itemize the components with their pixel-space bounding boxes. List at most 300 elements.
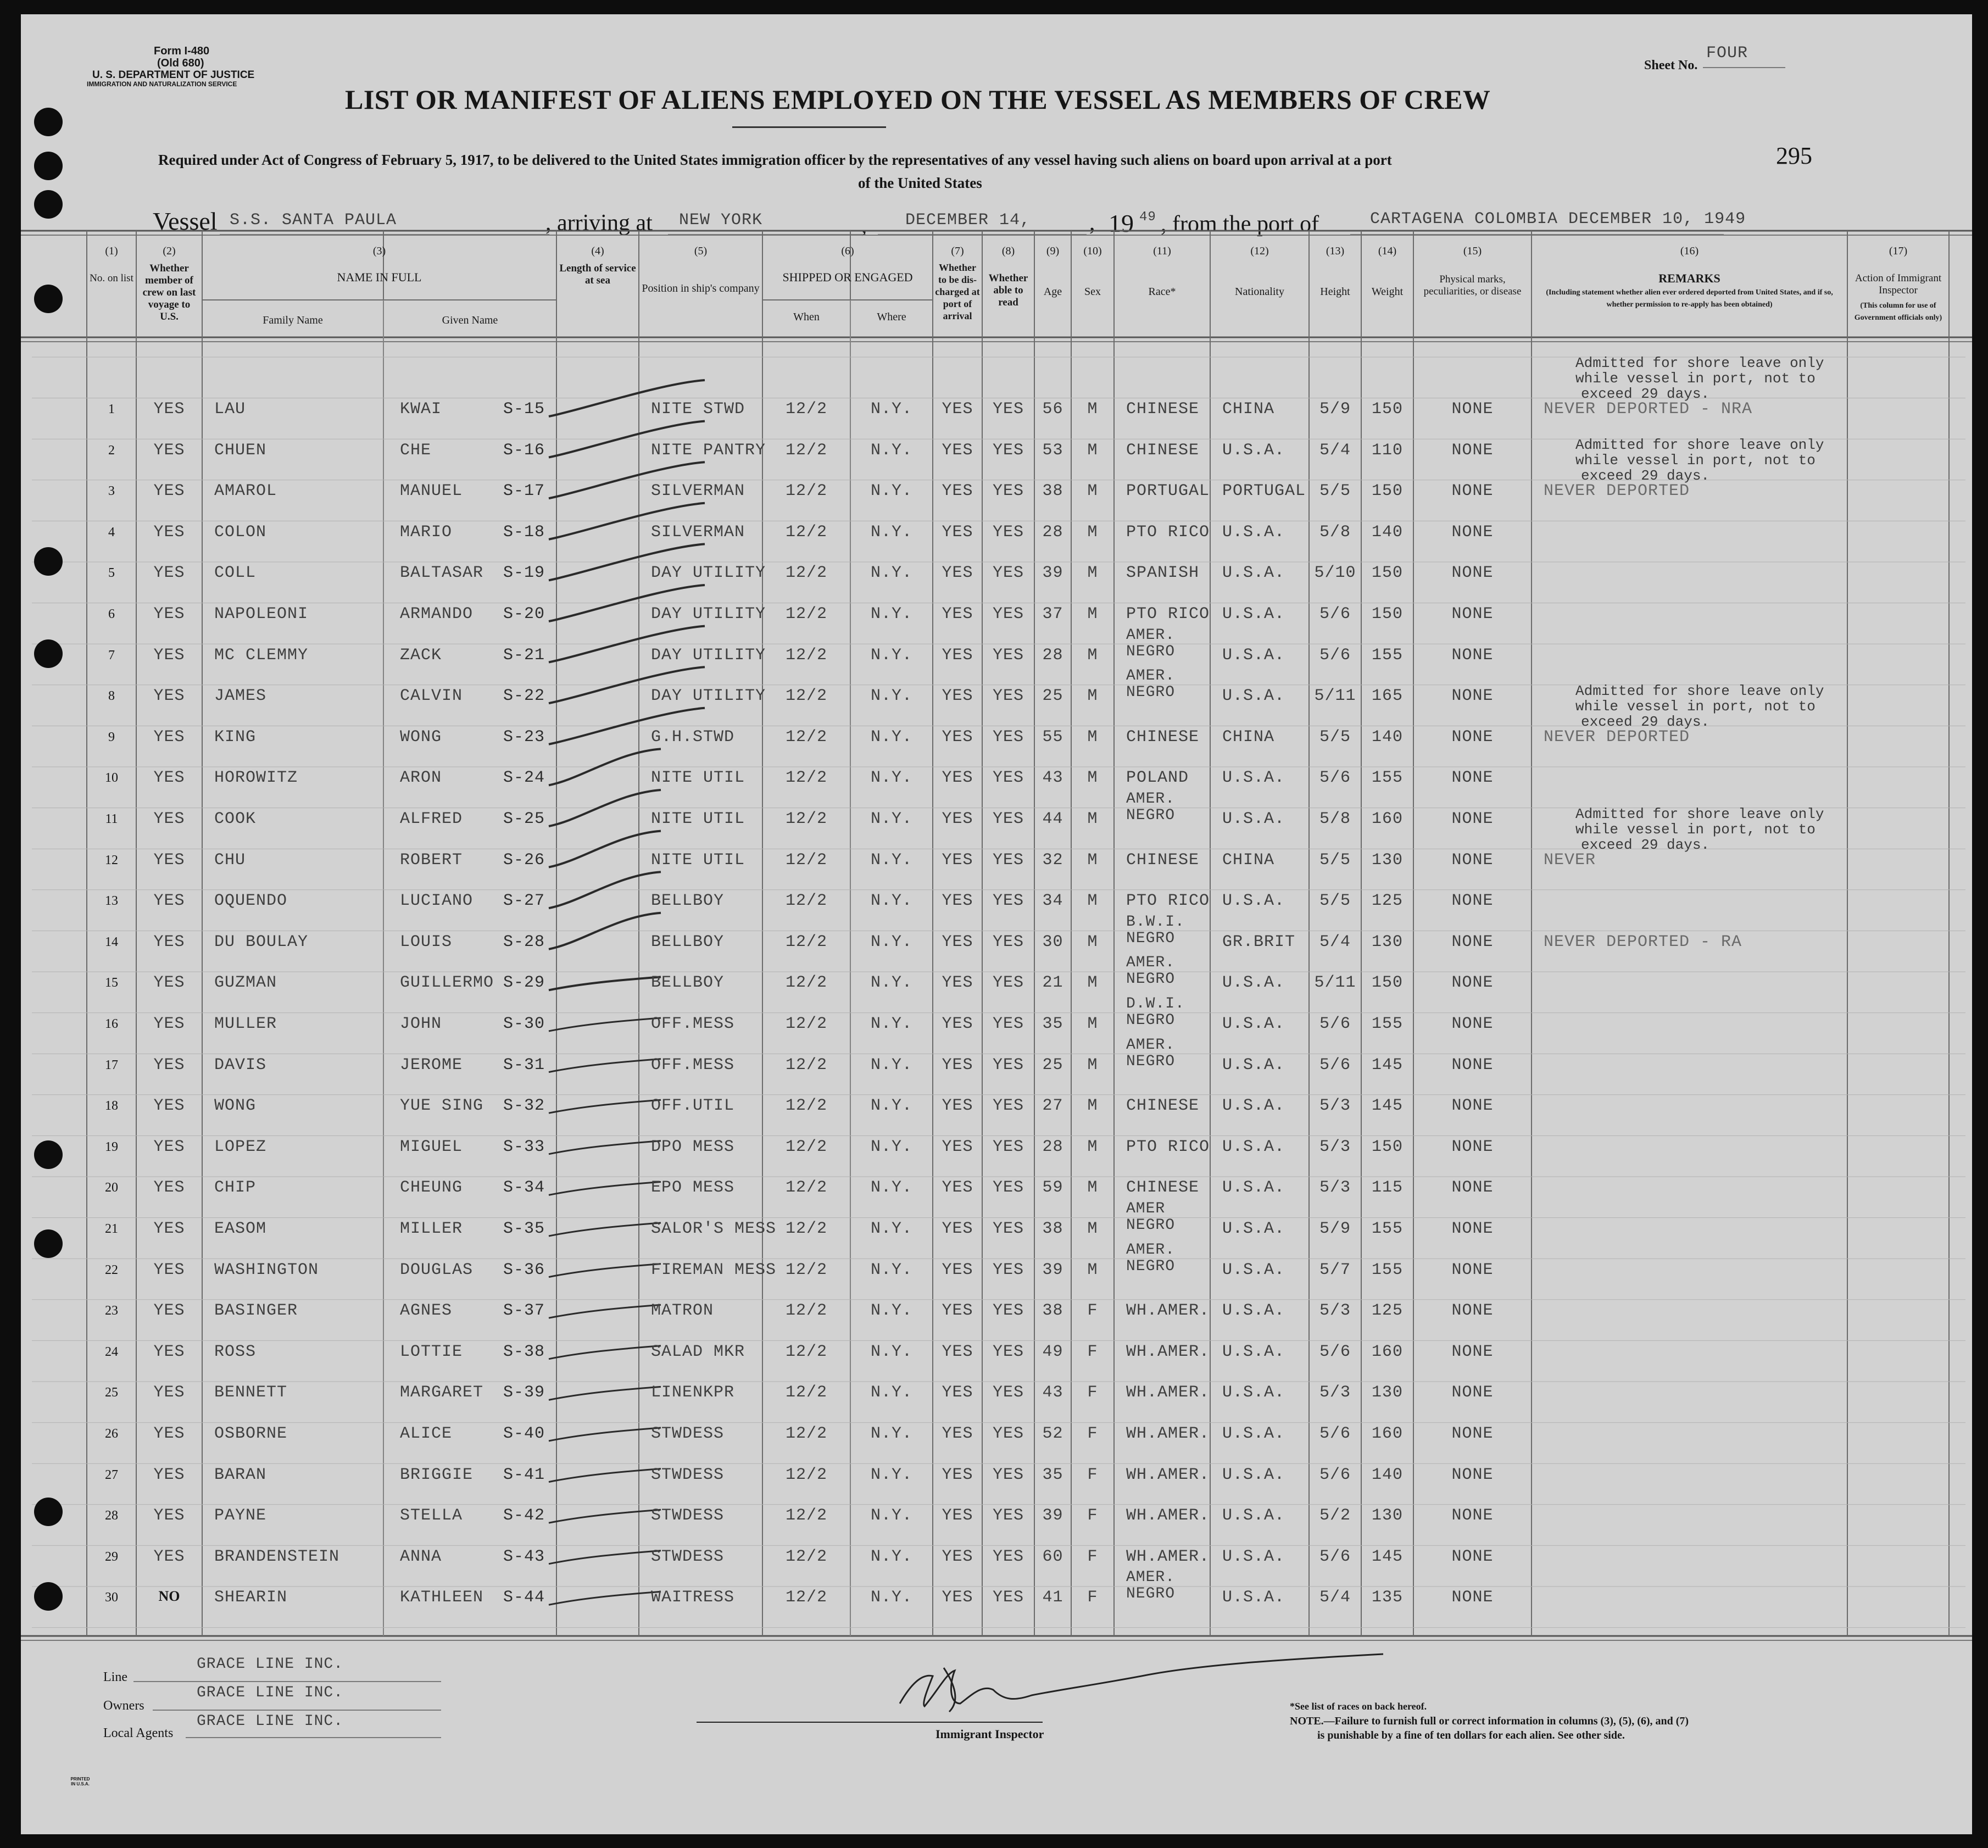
- cell-family: BASINGER: [214, 1301, 298, 1321]
- cell-nationality: U.S.A.: [1222, 1506, 1285, 1526]
- owners-label: Owners: [103, 1699, 144, 1713]
- cell-family: KING: [214, 727, 257, 747]
- cell-no: 20: [105, 1181, 118, 1195]
- cell-code: S-36: [503, 1260, 545, 1279]
- binder-hole: [34, 639, 63, 668]
- cell-disch: YES: [942, 1506, 973, 1526]
- cell-prev: YES: [153, 1424, 185, 1443]
- cell-age: 28: [1042, 645, 1063, 665]
- cell-disch: YES: [942, 769, 973, 788]
- cell-weight: 145: [1371, 1096, 1403, 1116]
- cell-marks: NONE: [1451, 932, 1494, 951]
- binder-hole: [34, 1582, 63, 1611]
- cell-code: S-40: [503, 1424, 545, 1443]
- cell-sex: M: [1087, 892, 1098, 911]
- cell-code: S-29: [503, 973, 545, 993]
- cell-where: N.Y.: [870, 605, 912, 624]
- cell-code: S-23: [503, 727, 545, 747]
- cell-where: N.Y.: [870, 1465, 912, 1484]
- cell-no: 26: [105, 1427, 118, 1441]
- cell-position: OFF.MESS: [651, 1015, 735, 1033]
- cell-sex: M: [1087, 441, 1098, 460]
- cell-sex: M: [1087, 810, 1098, 828]
- cell-read: YES: [992, 400, 1024, 419]
- cell-nationality: U.S.A.: [1222, 687, 1285, 706]
- cell-prev: YES: [153, 1096, 185, 1116]
- cell-read: YES: [992, 1260, 1024, 1279]
- shore-leave-stamp-text: Admitted for shore leave only: [1575, 355, 1824, 371]
- cell-disch: YES: [942, 482, 973, 501]
- cell-given: ZACK: [400, 645, 442, 665]
- cell-prev: YES: [153, 769, 185, 788]
- cell-when: 12/2: [785, 1342, 827, 1361]
- cell-prev: YES: [153, 1342, 185, 1361]
- cell-where: N.Y.: [870, 1383, 912, 1402]
- column-header-c13: Height: [1320, 286, 1350, 298]
- document-title: LIST OR MANIFEST OF ALIENS EMPLOYED ON THE VESSEL AS MEMBERS OF CREW: [345, 84, 1491, 115]
- cell-code: S-15: [503, 400, 545, 419]
- cell-sex: M: [1087, 1096, 1098, 1116]
- column-number: (1): [105, 245, 118, 257]
- cell-sex: M: [1087, 769, 1098, 788]
- cell-family: EASOM: [214, 1220, 267, 1238]
- cell-age: 28: [1042, 522, 1063, 542]
- arrival-date: DECEMBER 14,: [905, 211, 1031, 230]
- cell-height: 5/3: [1319, 1383, 1351, 1402]
- cell-height: 5/6: [1319, 1465, 1351, 1484]
- cell-race: WH.AMER.: [1126, 1465, 1210, 1484]
- cell-where: N.Y.: [870, 687, 912, 706]
- cell-read: YES: [992, 1588, 1024, 1607]
- cell-nationality: U.S.A.: [1222, 1260, 1285, 1279]
- cell-when: 12/2: [785, 973, 827, 993]
- cell-where: N.Y.: [870, 645, 912, 665]
- cell-family: LOPEZ: [214, 1137, 267, 1156]
- cell-given: CHE: [400, 441, 432, 460]
- cell-prev: YES: [153, 1506, 185, 1526]
- cell-position: SILVERMAN: [651, 522, 745, 542]
- cell-position: SILVERMAN: [651, 482, 745, 501]
- cell-weight: 140: [1371, 727, 1403, 747]
- column-header-c16: REMARKS: [1658, 271, 1720, 285]
- check-mark: [549, 1018, 661, 1031]
- shore-leave-stamp-text: Admitted for shore leave only: [1575, 437, 1824, 454]
- cell-age: 52: [1042, 1424, 1063, 1443]
- cell-read: YES: [992, 727, 1024, 747]
- cell-weight: 125: [1371, 892, 1403, 911]
- cell-nationality: U.S.A.: [1222, 1342, 1285, 1361]
- cell-disch: YES: [942, 1137, 973, 1156]
- cell-when: 12/2: [785, 727, 827, 747]
- cell-code: S-17: [503, 482, 545, 501]
- column-number: (12): [1250, 245, 1269, 257]
- column-number: (8): [1001, 245, 1015, 257]
- cell-height: 5/4: [1319, 441, 1351, 460]
- cell-disch: YES: [942, 1588, 973, 1607]
- cell-marks: NONE: [1451, 769, 1494, 788]
- cell-race: WH.AMER.: [1126, 1383, 1210, 1402]
- cell-nationality: U.S.A.: [1222, 1178, 1285, 1198]
- cell-weight: 155: [1371, 1220, 1403, 1238]
- check-mark: [549, 1591, 661, 1605]
- column-number: (11): [1153, 245, 1171, 257]
- cell-position: MATRON: [651, 1301, 714, 1321]
- cell-code: S-42: [503, 1506, 545, 1526]
- cell-no: 29: [105, 1549, 118, 1564]
- cell-race: WH.AMER.: [1126, 1342, 1210, 1361]
- cell-given: DOUGLAS: [400, 1260, 474, 1279]
- cell-weight: 140: [1371, 1465, 1403, 1484]
- column-header-c14: Weight: [1371, 286, 1404, 298]
- cell-read: YES: [992, 973, 1024, 993]
- cell-height: 5/3: [1319, 1178, 1351, 1198]
- cell-disch: YES: [942, 1301, 973, 1321]
- cell-position: DAY UTILITY: [651, 564, 766, 583]
- cell-read: YES: [992, 850, 1024, 870]
- cell-nationality: U.S.A.: [1222, 1137, 1285, 1156]
- cell-weight: 110: [1371, 441, 1403, 460]
- cell-marks: NONE: [1451, 1383, 1494, 1402]
- cell-no: 3: [108, 484, 115, 499]
- cell-when: 12/2: [785, 1301, 827, 1321]
- cell-position: NITE UTIL: [651, 850, 745, 870]
- cell-given: LOTTIE: [400, 1342, 463, 1361]
- cell-code: S-18: [503, 522, 545, 542]
- cell-marks: NONE: [1451, 1015, 1494, 1033]
- check-mark: [549, 1059, 661, 1072]
- cell-race: PTO RICO: [1126, 522, 1210, 542]
- check-mark: [549, 1510, 661, 1523]
- check-mark: [549, 1141, 661, 1154]
- shore-leave-stamp-text: exceed 29 days.: [1581, 467, 1710, 485]
- cell-sex: M: [1087, 400, 1098, 419]
- cell-sex: F: [1087, 1506, 1098, 1526]
- cell-family: DU BOULAY: [214, 932, 309, 951]
- shore-leave-stamp-text: exceed 29 days.: [1581, 386, 1710, 402]
- cell-weight: 130: [1371, 1506, 1403, 1526]
- check-mark: [549, 1469, 661, 1482]
- cell-code: S-33: [503, 1137, 545, 1156]
- cell-age: 37: [1042, 605, 1063, 624]
- cell-family: MC CLEMMY: [214, 645, 309, 665]
- printed-mark: PRINTED IN U.S.A.: [70, 1777, 90, 1786]
- cell-height: 5/6: [1319, 769, 1351, 788]
- cell-no: 19: [105, 1139, 118, 1154]
- cell-prev: YES: [153, 810, 185, 828]
- cell-when: 12/2: [785, 522, 827, 542]
- cell-given: ROBERT: [400, 850, 463, 870]
- binder-hole: [34, 190, 63, 219]
- cell-sex: F: [1087, 1342, 1098, 1361]
- cell-disch: YES: [942, 1096, 973, 1116]
- cell-nationality: U.S.A.: [1222, 605, 1285, 624]
- cell-age: 38: [1042, 1301, 1063, 1321]
- binder-hole: [34, 152, 63, 180]
- cell-position: STWDESS: [651, 1506, 725, 1526]
- cell-family: GUZMAN: [214, 973, 277, 993]
- cell-when: 12/2: [785, 1260, 827, 1279]
- cell-where: N.Y.: [870, 522, 912, 542]
- cell-family: CHIP: [214, 1178, 257, 1198]
- cell-when: 12/2: [785, 1383, 827, 1402]
- cell-weight: 160: [1371, 1342, 1403, 1361]
- cell-race: CHINESE: [1126, 1096, 1200, 1116]
- cell-code: S-43: [503, 1547, 545, 1566]
- cell-given: ANNA: [400, 1547, 442, 1566]
- cell-position: SALOR'S MESS: [651, 1220, 777, 1238]
- cell-remarks: NEVER: [1544, 850, 1596, 870]
- cell-height: 5/11: [1314, 687, 1356, 706]
- sheet-number: FOUR: [1706, 44, 1748, 63]
- cell-sex: M: [1087, 727, 1098, 747]
- cell-prev: YES: [153, 1015, 185, 1033]
- cell-race: PTO RICO: [1126, 1137, 1210, 1156]
- cell-family: COLON: [214, 522, 267, 542]
- cell-position: NITE STWD: [651, 400, 745, 419]
- cell-where: N.Y.: [870, 1178, 912, 1198]
- old-form-number: (Old 680): [157, 57, 204, 69]
- column-header-c8: Whether able to read: [988, 272, 1028, 308]
- cell-marks: NONE: [1451, 645, 1494, 665]
- cell-sex: F: [1087, 1588, 1098, 1607]
- cell-marks: NONE: [1451, 522, 1494, 542]
- cell-no: 1: [108, 402, 115, 416]
- cell-prev: YES: [153, 1260, 185, 1279]
- cell-given: ALICE: [400, 1424, 453, 1443]
- cell-marks: NONE: [1451, 1465, 1494, 1484]
- cell-position: NITE UTIL: [651, 769, 745, 788]
- cell-family: CHU: [214, 850, 246, 870]
- cell-when: 12/2: [785, 645, 827, 665]
- cell-weight: 155: [1371, 1260, 1403, 1279]
- shore-leave-stamp-text: Admitted for shore leave only: [1575, 805, 1824, 822]
- cell-position: NITE PANTRY: [651, 441, 766, 460]
- cell-when: 12/2: [785, 892, 827, 911]
- page-number: 295: [1776, 142, 1812, 169]
- cell-prev: YES: [153, 1301, 185, 1321]
- cell-disch: YES: [942, 441, 973, 460]
- cell-height: 5/6: [1319, 1424, 1351, 1443]
- column-number: (15): [1463, 245, 1482, 257]
- cell-position: WAITRESS: [651, 1588, 735, 1607]
- cell-height: 5/11: [1314, 973, 1356, 993]
- cell-family: MULLER: [214, 1015, 277, 1033]
- manifest-sheet: Form I-480 (Old 680) U. S. DEPARTMENT OF JUSTICE IMMIGRATION AND NATURALIZATION SERVICE Sheet No. FOUR 295 LIST OR MANIFEST OF ALIENS EMPLOYED ON THE VESSEL AS MEMBERS OF CREW Required under Act of Congress of February 5, 1917, to be delivered to the United States immigration officer by the representatives of any vessel having such aliens on board upon arrival at a port of the United States Vessel S.S. SANTA PAULA , arriving at NEW YORK , DECEMBER 14, , 19 49 , from the port of CARTAGENA COLOMBIA DECEMBER 10, 1949 (1) (2) (3) (4) (5) (6) (7) (8) (9) (10) (11) (12) (13) (14) (15) (16) (17) No. on list Whether member of crew on last voyage to U.S. NAME IN FULL Family Name Given Name Length of service at sea Position in ship's company SHIPPED OR ENGAGED When Where Whether to be dis-charged at port of arrival Whether able to read Age Sex Race* Nationality Height Weight Physical marks, peculiarities, or disease REMARKS (Including statement whether alien ever ordered deported from United States, and if so, whether permission to re-apply has been obtained) Action of Immigrant Inspector (This column for use of Government officials only) 1 YES LAU KWAI NITE STWD 12/2 N.Y. YES YES 56 M CHINESE CHINA 5/9 150 NONE NEVER DEPORTED - NRA S-15 2 YES CHUEN CHE NITE PANTRY 12/2 N.Y. YES YES 53 M CHINESE U.S.A. 5/4 110 NONE S-16 3 YES AMAROL MANUEL SILVERMAN 12/2 N.Y. YES YES 38 M PORTUGAL PORTUGAL 5/5 150 NONE NEVER DEPORTED S-17 4 YES COLON MARIO SILVERMAN 12/2 N.Y. YES YES 28 M PTO RICO U.S.A. 5/8 140 NONE S-18 5 YES COLL BALTASAR DAY UTILITY 12/2 N.Y. YES YES 39 M SPANISH U.S.A. 5/10 150 NONE S-19 6 YES NAPOLEONI ARMANDO DAY UTILITY 12/2 N.Y. YES YES 37 M PTO RICO U.S.A. 5/6 150 NONE S-20 7 YES MC CLEMMY ZACK DAY UTILITY 12/2 N.Y. YES YES 28 M AMER. NEGRO U.S.A. 5/6 155 NONE S-21 8 YES JAMES CALVIN DAY UTILITY 12/2 N.Y. YES YES 25 M AMER. NEGRO U.S.A. 5/11 165 NONE S-22 9 YES KING WONG G.H.STWD 12/2 N.Y. YES YES 55 M CHINESE CHINA 5/5 140 NONE NEVER DEPORTED S-23 10 YES HOROWITZ ARON NITE UTIL 12/2 N.Y. YES YES 43 M POLAND U.S.A. 5/6 155 NONE S-24 11 YES COOK ALFRED NITE UTIL 12/2 N.Y. YES YES 44 M AMER. NEGRO U.S.A. 5/8 160 NONE S-25 12 YES CHU ROBERT NITE UTIL 12/2 N.Y. YES YES 32 M CHINESE CHINA 5/5 130 NONE NEVER S-26 13 YES OQUENDO LUCIANO BELLBOY 12/2 N.Y. YES YES 34 M PTO RICO U.S.A. 5/5 125 NONE S-27 14 YES DU BOULAY LOUIS BELLBOY 12/2 N.Y. YES YES 30 M B.W.I. NEGRO GR.BRIT 5/4 130 NONE NEVER DEPORTED - RA S-28 15 YES GUZMAN GUILLERMO BELLBOY 12/2 N.Y. YES YES 21 M AMER. NEGRO U.S.A. 5/11 150 NONE S-29 16 YES MULLER JOHN OFF.MESS 12/2 N.Y. YES YES 35 M D.W.I. NEGRO U.S.A. 5/6 155 NONE S-30 17 YES DAVIS JEROME OFF.MESS 12/2 N.Y. YES YES 25 M AMER. NEGRO U.S.A. 5/6 145 NONE S-31 18 YES WONG YUE SING OFF.UTIL 12/2 N.Y. YES YES 27 M CHINESE U.S.A. 5/3 145 NONE S-32 19 YES LOPEZ MIGUEL DPO MESS 12/2 N.Y. YES YES 28 M PTO RICO U.S.A. 5/3 150 NONE S-33 20 YES CHIP CHEUNG EPO MESS 12/2 N.Y. YES YES 59 M CHINESE U.S.A. 5/3 115 NONE S-34 21 YES EASOM MILLER SALOR'S MESS 12/2 N.Y. YES YES 38 M AMER NEGRO U.S.A. 5/9 155 NONE S-35 22 YES WASHINGTON DOUGLAS FIREMAN MESS 12/2 N.Y. YES YES 39 M AMER. NEGRO U.S.A. 5/7 155 NONE S-36 23 YES BASINGER AGNES MATRON 12/2 N.Y. YES YES 38 F WH.AMER. U.S.A. 5/3 125 NONE S-37 24 YES ROSS LOTTIE SALAD MKR 12/2 N.Y. YES YES 49 F WH.AMER. U.S.A. 5/6 160 NONE S-38 25 YES BENNETT MARGARET LINENKPR 12/2 N.Y. YES YES 43 F WH.AMER. U.S.A. 5/3 130 NONE S-39 26 YES OSBORNE ALICE STWDESS 12/2 N.Y. YES YES 52 F WH.AMER. U.S.A. 5/6 160 NONE S-40 27 YES BARAN BRIGGIE STWDESS 12/2 N.Y. YES YES 35 F WH.AMER. U.S.A. 5/6 140 NONE S-41 28 YES PAYNE STELLA STWDESS 12/2 N.Y. YES YES 39 F WH.AMER. U.S.A. 5/2 130 NONE S-42 29 YES BRANDENSTEIN ANNA STWDESS 12/2 N.Y. YES YES 60 F WH.AMER. U.S.A. 5/6 145 NONE S-43 30 NO SHEARIN KATHLEEN WAITRESS 12/2 N.Y. YES YES 41 F AMER. NEGRO U.S.A. 5/4 135 NONE S-44 Admitted for shore leave only while vessel in port, not to exceed 29 days. Admitted for shore leave only while vessel in port, not to exceed 29 days. Admitted for shore leave only while vessel in port, not to exceed 29 days. Admitted for shore leave only while vessel in port, not to exceed 29 days. Line GRACE LINE INC. Owners GRACE LINE INC. Local Agents GRACE LINE INC. Immigrant Inspector *See list of races on back hereof. NOTE.—Failure to furnish full or correct information in columns (3), (5), (6), and (7) is punishable by a fine of ten dollars for each alien. See other side. PRINTED IN U.S.A.: [21, 14, 1972, 1834]
- cell-weight: 130: [1371, 932, 1403, 951]
- races-note: *See list of races on back hereof.: [1290, 1701, 1427, 1712]
- column-header-c3: NAME IN FULL: [337, 270, 422, 284]
- cell-prev: YES: [153, 1055, 185, 1075]
- column-header-c16sub: (Including statement whether alien ever ordered deported from United States, and if so, whether permission to re-apply has been obtained): [1546, 288, 1833, 309]
- cell-given: JEROME: [400, 1055, 463, 1075]
- cell-nationality: U.S.A.: [1222, 1383, 1285, 1402]
- cell-position: BELLBOY: [651, 973, 725, 993]
- shore-leave-stamp-text: while vessel in port, not to: [1575, 370, 1816, 387]
- cell-read: YES: [992, 769, 1024, 788]
- cell-prev: YES: [153, 482, 185, 501]
- cell-sex: M: [1087, 1137, 1098, 1156]
- cell-height: 5/9: [1319, 1220, 1351, 1238]
- check-mark: [549, 1346, 661, 1359]
- cell-family: OQUENDO: [214, 892, 288, 911]
- cell-read: YES: [992, 1137, 1024, 1156]
- subtitle-line-1: Required under Act of Congress of February 5, 1917, to be delivered to the United States immigration officer by the representatives of any vessel having such aliens on board upon arrival at a port: [158, 152, 1392, 168]
- cell-prev: YES: [153, 850, 185, 870]
- cell-disch: YES: [942, 1383, 973, 1402]
- cell-weight: 155: [1371, 769, 1403, 788]
- cell-where: N.Y.: [870, 482, 912, 501]
- cell-marks: NONE: [1451, 1506, 1494, 1526]
- cell-code: S-34: [503, 1178, 545, 1198]
- cell-given: KWAI: [400, 400, 442, 419]
- cell-prev: YES: [153, 1547, 185, 1566]
- cell-given: MILLER: [400, 1220, 463, 1238]
- cell-weight: 150: [1371, 482, 1403, 501]
- cell-disch: YES: [942, 605, 973, 624]
- cell-marks: NONE: [1451, 850, 1494, 870]
- cell-disch: YES: [942, 1055, 973, 1075]
- column-number: (10): [1083, 245, 1102, 257]
- cell-where: N.Y.: [870, 564, 912, 583]
- cell-race: WH.AMER.: [1126, 1506, 1210, 1526]
- cell-nationality: U.S.A.: [1222, 1220, 1285, 1238]
- cell-weight: 160: [1371, 810, 1403, 828]
- cell-code: S-24: [503, 769, 545, 788]
- cell-no: 9: [108, 730, 115, 744]
- cell-height: 5/10: [1314, 564, 1356, 583]
- column-header-c4: Length of service at sea: [559, 263, 636, 286]
- cell-where: N.Y.: [870, 1220, 912, 1238]
- cell-height: 5/7: [1319, 1260, 1351, 1279]
- cell-given: ARMANDO: [400, 605, 474, 624]
- cell-nationality: U.S.A.: [1222, 1588, 1285, 1607]
- cell-disch: YES: [942, 1015, 973, 1033]
- cell-read: YES: [992, 687, 1024, 706]
- cell-weight: 150: [1371, 400, 1403, 419]
- cell-family: AMAROL: [214, 482, 277, 501]
- cell-given: CHEUNG: [400, 1178, 463, 1198]
- cell-weight: 130: [1371, 850, 1403, 870]
- cell-sex: M: [1087, 932, 1098, 951]
- cell-race: PTO RICO: [1126, 605, 1210, 624]
- cell-height: 5/3: [1319, 1096, 1351, 1116]
- cell-family: NAPOLEONI: [214, 605, 309, 624]
- cell-race: D.W.I. NEGRO: [1126, 995, 1185, 1029]
- cell-prev: YES: [153, 687, 185, 706]
- cell-read: YES: [992, 1424, 1024, 1443]
- cell-marks: NONE: [1451, 892, 1494, 911]
- cell-when: 12/2: [785, 1220, 827, 1238]
- cell-prev: YES: [153, 892, 185, 911]
- cell-marks: NONE: [1451, 564, 1494, 583]
- column-number: (4): [591, 245, 604, 257]
- cell-where: N.Y.: [870, 1096, 912, 1116]
- cell-disch: YES: [942, 1342, 973, 1361]
- cell-position: STWDESS: [651, 1465, 725, 1484]
- cell-no: 4: [108, 525, 115, 539]
- cell-prev: YES: [153, 605, 185, 624]
- cell-race: B.W.I. NEGRO: [1126, 913, 1185, 947]
- cell-age: 25: [1042, 1055, 1063, 1075]
- cell-prev: YES: [153, 645, 185, 665]
- cell-nationality: U.S.A.: [1222, 1424, 1285, 1443]
- cell-prev: YES: [153, 1178, 185, 1198]
- cell-nationality: U.S.A.: [1222, 892, 1285, 911]
- cell-given: MANUEL: [400, 482, 463, 501]
- agents-label: Local Agents: [103, 1726, 174, 1740]
- cell-disch: YES: [942, 1220, 973, 1238]
- cell-read: YES: [992, 1220, 1024, 1238]
- cell-when: 12/2: [785, 1137, 827, 1156]
- cell-disch: YES: [942, 932, 973, 951]
- cell-family: CHUEN: [214, 441, 267, 460]
- cell-no: 2: [108, 443, 115, 458]
- cell-prev: YES: [153, 932, 185, 951]
- cell-nationality: U.S.A.: [1222, 810, 1285, 828]
- cell-disch: YES: [942, 973, 973, 993]
- cell-code: S-35: [503, 1220, 545, 1238]
- cell-remarks: NEVER DEPORTED - RA: [1544, 932, 1742, 951]
- cell-no: 6: [108, 607, 115, 621]
- column-number: (17): [1889, 245, 1908, 257]
- from-port-label: , from the port of: [1161, 211, 1319, 237]
- cell-age: 44: [1042, 810, 1063, 828]
- cell-race: AMER. NEGRO: [1126, 1241, 1176, 1275]
- check-mark: [549, 1264, 661, 1277]
- cell-marks: NONE: [1451, 1547, 1494, 1566]
- cell-given: BRIGGIE: [400, 1465, 474, 1484]
- cell-position: DPO MESS: [651, 1137, 735, 1156]
- cell-family: COOK: [214, 810, 257, 828]
- cell-read: YES: [992, 1178, 1024, 1198]
- vessel-label: Vessel: [153, 207, 218, 235]
- cell-when: 12/2: [785, 1506, 827, 1526]
- cell-height: 5/4: [1319, 1588, 1351, 1607]
- cell-marks: NONE: [1451, 973, 1494, 993]
- cell-nationality: U.S.A.: [1222, 1096, 1285, 1116]
- agents-value: GRACE LINE INC.: [197, 1713, 344, 1730]
- cell-code: S-16: [503, 441, 545, 460]
- cell-height: 5/6: [1319, 1015, 1351, 1033]
- cell-nationality: GR.BRIT: [1222, 932, 1296, 951]
- cell-weight: 150: [1371, 1137, 1403, 1156]
- cell-sex: M: [1087, 850, 1098, 870]
- cell-nationality: U.S.A.: [1222, 973, 1285, 993]
- cell-height: 5/6: [1319, 605, 1351, 624]
- cell-given: WONG: [400, 727, 442, 747]
- cell-no: 10: [105, 771, 118, 786]
- cell-code: S-30: [503, 1015, 545, 1033]
- cell-position: STWDESS: [651, 1547, 725, 1566]
- cell-remarks: NEVER DEPORTED: [1544, 727, 1690, 747]
- cell-given: MARIO: [400, 522, 453, 542]
- cell-read: YES: [992, 1506, 1024, 1526]
- cell-family: BARAN: [214, 1465, 267, 1484]
- cell-when: 12/2: [785, 932, 827, 951]
- column-header-c15: Physical marks, peculiarities, or disease: [1423, 274, 1522, 297]
- column-number: (3): [372, 245, 386, 257]
- owners-value: GRACE LINE INC.: [197, 1684, 344, 1701]
- cell-code: S-21: [503, 645, 545, 665]
- cell-race: WH.AMER.: [1126, 1547, 1210, 1566]
- cell-prev: YES: [153, 1383, 185, 1402]
- shore-leave-stamp-text: Admitted for shore leave only: [1575, 682, 1824, 699]
- column-header-c12: Nationality: [1235, 286, 1284, 298]
- cell-race: SPANISH: [1126, 564, 1200, 583]
- column-number: (7): [951, 245, 964, 257]
- cell-family: JAMES: [214, 687, 267, 706]
- cell-given: AGNES: [400, 1301, 453, 1321]
